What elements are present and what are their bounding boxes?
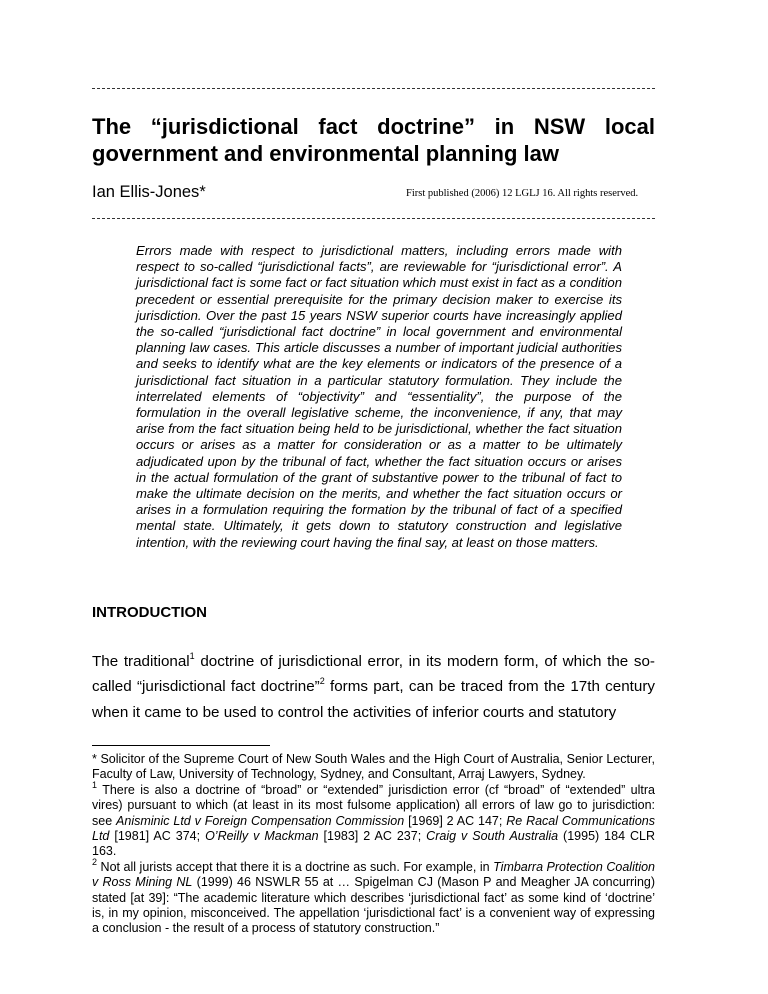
footnote-2-mark: 2: [92, 856, 98, 867]
author-footnote-marker: *: [199, 183, 206, 201]
footnote-1-text: [1981] AC 374;: [109, 829, 206, 844]
footnote-2-text: Not all jurists accept that there it is a doctrine as such. For example, in: [97, 859, 494, 874]
footnote-separator: [92, 745, 270, 746]
intro-paragraph: [92, 649, 655, 725]
footnote-1-mark: 1: [92, 779, 98, 790]
footnote-1-text: [1969] 2 AC 147;: [404, 813, 507, 828]
header-rule-top: [92, 88, 655, 89]
case-name: Timbarra Protection Coalition v Ross Mining NL: [92, 859, 656, 890]
footnotes: [92, 752, 655, 937]
footnote-1: [92, 779, 656, 860]
footnote-star-text: Solicitor of the Supreme Court of New South Wales and the High Court of Australia, Senior Lecturer, Faculty of Law, University of Technology, Sydney, and Consultant, Arraj Lawyers, Sydney.: [92, 752, 655, 782]
footnote-1-text: (1995) 184 CLR 163.: [92, 829, 656, 859]
case-name: Craig v South Australia: [426, 829, 559, 844]
intro-text-3: forms part, can be traced from the 17th century when it came to be used to control the activities of inferior courts and statutory: [92, 678, 655, 721]
publication-note: First published (2006) 12 LGLJ 16. All rights reserved.: [406, 188, 639, 199]
abstract-text: Errors made with respect to jurisdictional matters, including errors made with respect to so-called “jurisdictional facts”, are reviewable for “jurisdictional error”. A jurisdictional fact is some fact or fact situation which must exist in fact as a condition precedent or essential prerequisite for the primary decision maker to exercise its jurisdiction. Over the past 15 years NSW superior courts have increasingly applied the so-called “jurisdictional fact doctrine” in local government and environmental planning law cases. This article discusses a number of important judicial authorities and seeks to identify what are the key elements or indicators of the presence of a jurisdictional fact situation in a particular statutory formulation. They include the interrelated elements of “objectivity” and “essentiality”, the purpose of the formulation in the overall legislative scheme, the inconvenience, if any, that may arise from the fact situation being held to be jurisdictional, whether the fact situation occurs or arises as a matter for consideration or as a matter to be ultimately adjudicated upon by the tribunal of fact, whether the fact situation occurs or arises in the actual formulation of the grant of substantive power to the tribunal of fact to make the ultimate decision on the merits, and whether the fact situation occurs or arises in a formulation requiring the formation by the tribunal of fact of a specified mental state. Ultimately, it gets down to statutory construction and legislative intention, with the reviewing court having the final say, at least on those matters.: [136, 243, 622, 550]
footnote-ref-2: 2: [319, 676, 325, 687]
intro-text-1: The traditional: [92, 653, 190, 670]
footnote-star: [92, 752, 655, 783]
footnote-2-text: (1999) 46 NSWLR 55 at … Spigelman CJ (Mason P and Meagher JA concurring) stated [at 39]: “The academic literature which describes ‘jurisdictional fact’ as some kind of ‘doctrine’ is, in my opinion, misconceived. The appellation ‘jurisdictional fact’ is a convenient way of expressing a conclusion - the result of a process of statutory construction.”: [92, 875, 656, 936]
intro-text-2: doctrine of jurisdictional error, in its modern form, of which the so-called “jurisdictional fact doctrine”: [92, 653, 655, 696]
case-name: Anisminic Ltd v Foreign Compensation Commission: [116, 813, 405, 828]
author-line: [92, 183, 206, 202]
author-name: Ian Ellis-Jones: [92, 183, 200, 201]
footnote-2: [92, 856, 656, 937]
section-heading: INTRODUCTION: [92, 604, 207, 621]
footnote-star-mark: *: [92, 752, 97, 766]
abstract: [136, 243, 622, 551]
case-name: O’Reilly v Mackman: [205, 829, 319, 844]
footnote-ref-1: 1: [189, 651, 195, 661]
footnote-1-text: [1983] 2 AC 237;: [318, 829, 427, 844]
header-rule-bottom: [92, 218, 655, 219]
case-name: Re Racal Communications Ltd: [92, 813, 655, 844]
article-title: The “jurisdictional fact doctrine” in NSW local government and environmental planning law: [92, 114, 655, 166]
footnote-1-text: There is also a doctrine of “broad” or “extended” jurisdiction error (cf “broad” of “extended” ultra vires) pursuant to which (at least in its most fulsome application) all errors of law go to jurisdiction: see: [92, 782, 655, 828]
